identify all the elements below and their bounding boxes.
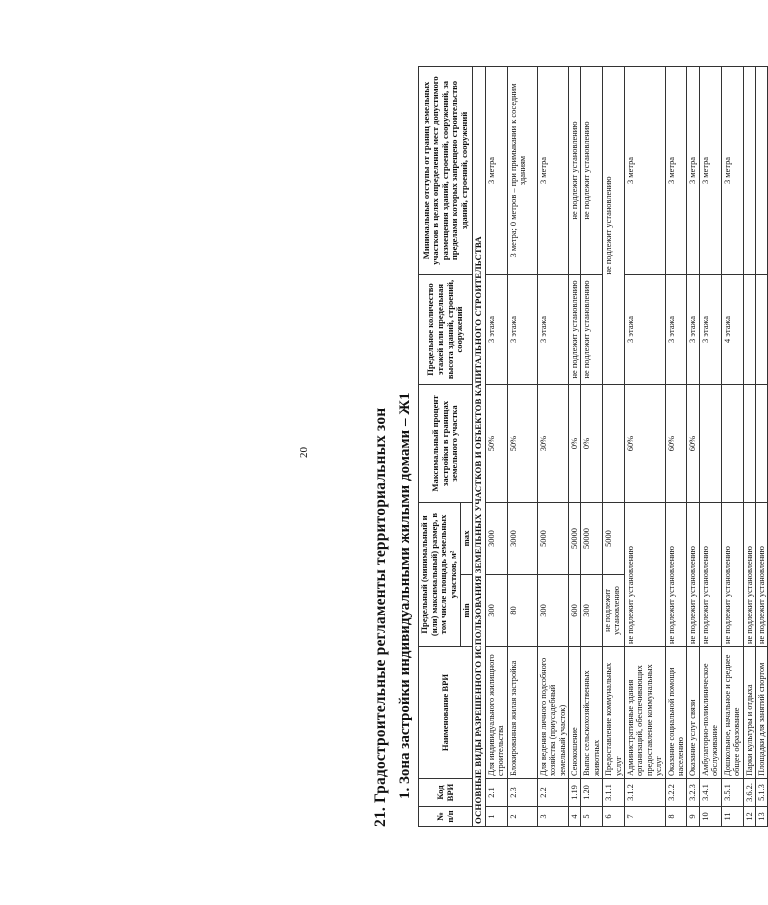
cell-floors [755, 275, 767, 385]
header-max: max [460, 503, 473, 575]
document-title: 21. Градостроительные регламенты территориальных зон [372, 407, 389, 827]
cell-percent [699, 385, 721, 503]
table-row [699, 67, 721, 827]
cell-max: 3000 [485, 503, 507, 575]
cell-setback: 3 метра; 0 метров – при примыкании к соседним зданиям [507, 67, 537, 275]
cell-num: 10 [699, 807, 721, 827]
cell-code: 1.20 [581, 779, 603, 807]
cell-setback: 3 метра [699, 67, 721, 275]
cell-num: 3 [537, 807, 568, 827]
cell-num: 6 [603, 807, 625, 827]
table-row [581, 67, 603, 827]
cell-setback [755, 67, 767, 275]
section-title: ОСНОВНЫЕ ВИДЫ РАЗРЕШЕННОГО ИСПОЛЬЗОВАНИЯ ЗЕМЕЛЬНЫХ УЧАСТКОВ И ОБЪЕКТОВ КАПИТАЛЬНОГО СТРОИТЕЛЬСТВА [473, 67, 486, 827]
cell-percent: 0% [569, 385, 581, 503]
cell-size-merged: не подлежит установлению [743, 503, 755, 647]
cell-num: 11 [721, 807, 743, 827]
table-row [755, 67, 767, 827]
cell-name: Для индивидуального жилищного строительства [485, 647, 507, 779]
cell-min: 300 [581, 575, 603, 647]
header-num: № п/п [419, 807, 473, 827]
cell-name: Сенокошение [569, 647, 581, 779]
cell-min: 300 [537, 575, 568, 647]
cell-max: 5000 [603, 503, 625, 575]
cell-code: 5.1.3 [755, 779, 767, 807]
cell-name: Дошкольное, начальное и среднее общее образование [721, 647, 743, 779]
cell-num: 13 [755, 807, 767, 827]
cell-max: 50000 [569, 503, 581, 575]
header-code: Код ВРИ [419, 779, 473, 807]
cell-num: 12 [743, 807, 755, 827]
cell-floors: 3 этажа [537, 275, 568, 385]
cell-num: 5 [581, 807, 603, 827]
table-row [537, 67, 568, 827]
table-row [603, 67, 625, 827]
cell-name: Предоставление коммунальных услуг [603, 647, 625, 779]
cell-floors: 3 этажа [699, 275, 721, 385]
cell-num: 1 [485, 807, 507, 827]
cell-code: 3.2.3 [687, 779, 699, 807]
cell-floors: 3 этажа [507, 275, 537, 385]
cell-percent: 30% [537, 385, 568, 503]
cell-floors: 3 этажа [485, 275, 507, 385]
cell-code: 2.1 [485, 779, 507, 807]
header-setbacks: Минимальные отступы от границ земельных участков в целях определения мест допустимого размещения зданий, строений, сооружений, за пределами которых запрещено строительство зданий, строений, сооружений [419, 67, 473, 275]
cell-name: Оказание услуг связи [687, 647, 699, 779]
table-row [743, 67, 755, 827]
cell-code: 3.4.1 [699, 779, 721, 807]
cell-size-merged: не подлежит установлению [687, 503, 699, 647]
cell-percent: 60% [625, 385, 666, 503]
cell-setback: 3 метра [665, 67, 687, 275]
cell-setback: 3 метра [687, 67, 699, 275]
cell-setback: 3 метра [625, 67, 666, 275]
cell-code: 2.3 [507, 779, 537, 807]
cell-percent [721, 385, 743, 503]
cell-floors-merged: не подлежит установлению [569, 275, 581, 385]
table-row [569, 67, 581, 827]
cell-min: 300 [485, 575, 507, 647]
cell-num: 8 [665, 807, 687, 827]
cell-size-merged: не подлежит установлению [625, 503, 666, 647]
table-row [665, 67, 687, 827]
cell-max: 5000 [537, 503, 568, 575]
cell-name: Блокированная жилая застройка [507, 647, 537, 779]
cell-num: 4 [569, 807, 581, 827]
table-row [485, 67, 507, 827]
cell-percent [603, 385, 625, 503]
zone-subtitle: 1. Зона застройки индивидуальными жилыми домами – Ж1 [397, 392, 413, 799]
cell-code: 2.2 [537, 779, 568, 807]
page-number: 20 [298, 447, 310, 458]
table-row [721, 67, 743, 827]
cell-code: 1.19 [569, 779, 581, 807]
cell-percent: 60% [687, 385, 699, 503]
header-floors: Предельное количество этажей или предельная высота зданий, строений, сооружений [419, 275, 473, 385]
cell-num: 9 [687, 807, 699, 827]
header-size-group: Предельный (минимальный и (или) максимальный) размер, в том числе площадь земельных участков, м² [419, 503, 461, 647]
cell-size-merged: не подлежит установлению [755, 503, 767, 647]
cell-min: не подлежит установлению [603, 575, 625, 647]
cell-min: 80 [507, 575, 537, 647]
cell-max: 3000 [507, 503, 537, 575]
cell-percent [755, 385, 767, 503]
cell-floors: 3 этажа [665, 275, 687, 385]
header-percent: Максимальный процент застройки в границах земельного участка [419, 385, 473, 503]
cell-percent: 50% [507, 385, 537, 503]
regulations-table [418, 66, 768, 827]
cell-code: 3.1.2 [625, 779, 666, 807]
cell-floors [743, 275, 755, 385]
cell-percent: 60% [665, 385, 687, 503]
cell-name: Парки культуры и отдыха [743, 647, 755, 779]
cell-code: 3.5.1 [721, 779, 743, 807]
cell-name: Площадки для занятий спортом [755, 647, 767, 779]
cell-num: 7 [625, 807, 666, 827]
table-row [687, 67, 699, 827]
cell-setback: 3 метра [721, 67, 743, 275]
cell-name: Административные здания организаций, обеспечивающих предоставление коммунальных услуг [625, 647, 666, 779]
cell-max: 50000 [581, 503, 603, 575]
cell-name: Амбулаторно-поликлиническое обслуживание [699, 647, 721, 779]
cell-floors: 3 этажа [625, 275, 666, 385]
cell-setback-merged: не подлежит установлению [569, 67, 581, 275]
table-row [507, 67, 537, 827]
header-min: min [460, 575, 473, 647]
cell-percent [743, 385, 755, 503]
cell-floors: 3 этажа [687, 275, 699, 385]
cell-setback: 3 метра [537, 67, 568, 275]
cell-name: Для ведения личного подсобного хозяйства (приусадебный земельный участок) [537, 647, 568, 779]
cell-percent: 0% [581, 385, 603, 503]
cell-setback-merged: не подлежит установлению [581, 67, 603, 275]
cell-num: 2 [507, 807, 537, 827]
cell-name: Оказание социальной помощи населению [665, 647, 687, 779]
cell-size-merged: не подлежит установлению [721, 503, 743, 647]
cell-name: Выпас сельскохозяйственных животных [581, 647, 603, 779]
cell-code: 3.2.2 [665, 779, 687, 807]
cell-min: 600 [569, 575, 581, 647]
cell-setback [743, 67, 755, 275]
cell-code: 3.1.1 [603, 779, 625, 807]
table-row [625, 67, 666, 827]
cell-code: 3.6.2. [743, 779, 755, 807]
cell-setback: 3 метра [485, 67, 507, 275]
cell-floors: 4 этажа [721, 275, 743, 385]
cell-size-merged: не подлежит установлению [665, 503, 687, 647]
cell-percent: 50% [485, 385, 507, 503]
cell-floors-setback-merged: не подлежит установлению [603, 67, 625, 385]
cell-floors-merged: не подлежит установлению [581, 275, 603, 385]
cell-size-merged: не подлежит установлению [699, 503, 721, 647]
header-name: Наименование ВРИ [419, 647, 473, 779]
